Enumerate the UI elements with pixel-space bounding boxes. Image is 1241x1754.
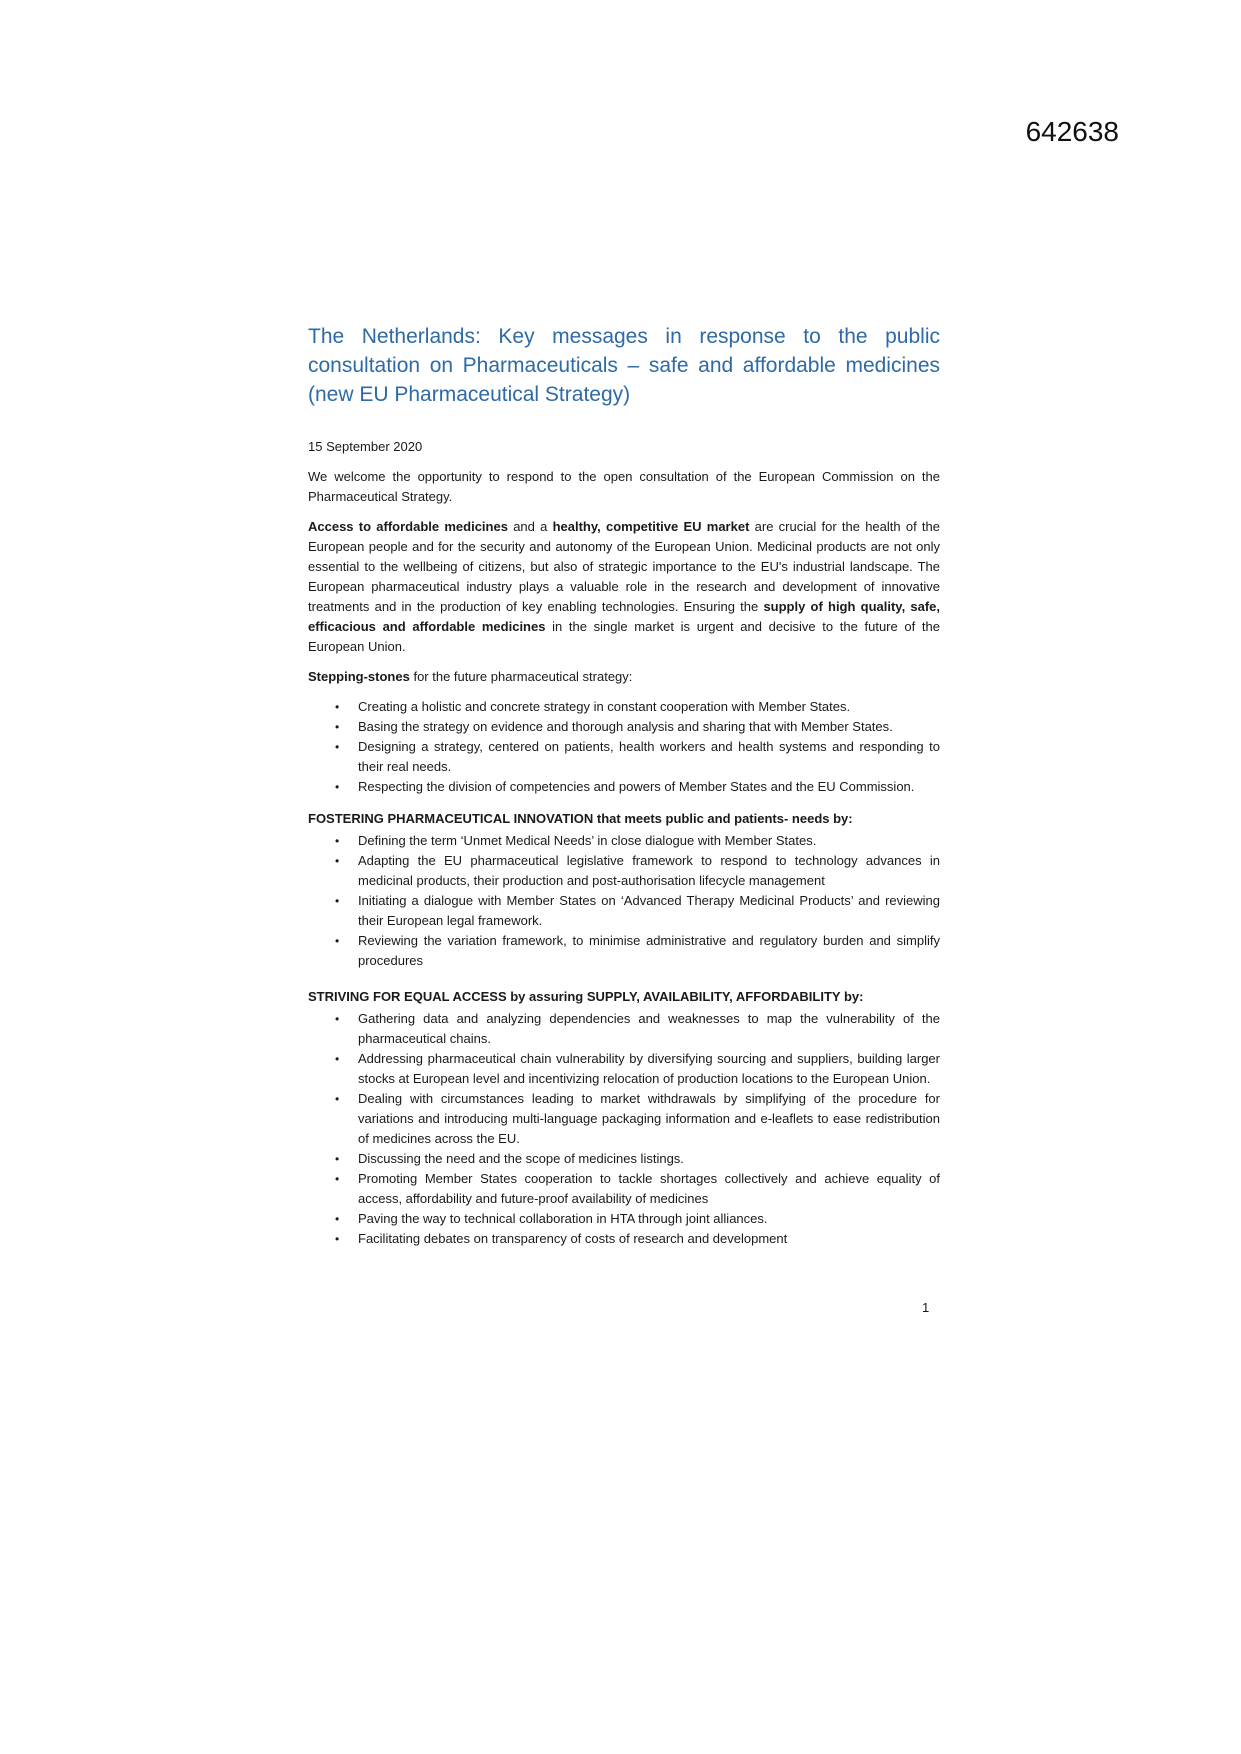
bullet-icon: • bbox=[335, 1212, 340, 1226]
list-item-text: Initiating a dialogue with Member States on ‘Advanced Therapy Medicinal Products’ and reviewing their European legal framework. bbox=[358, 893, 940, 928]
list-item-text: Creating a holistic and concrete strategy in constant cooperation with Member States. bbox=[358, 699, 851, 714]
bullet-icon: • bbox=[335, 740, 340, 754]
list-item bbox=[308, 777, 940, 797]
fostering-list bbox=[308, 831, 940, 971]
bold-phrase: supply of high quality, safe, efficacious and affordable medicines bbox=[308, 599, 941, 634]
list-item bbox=[308, 891, 940, 931]
document-title: The Netherlands: Key messages in response to the public consultation on Pharmaceuticals – safe and affordable medicines (new EU Pharmaceutical Strategy) bbox=[308, 325, 940, 406]
list-item bbox=[308, 697, 940, 717]
list-item bbox=[308, 1049, 940, 1089]
text-run: are crucial for the health of the European people and for the security and autonomy of the European Union. Medicinal products are not only essential to the wellbeing of citizens, but also of strategic importance to the EU's industrial landscape. The European pharmaceutical industry plays a valuable role in the research and development of innovative treatments and in the production of key enabling technologies. Ensuring the bbox=[308, 519, 940, 614]
list-item bbox=[308, 737, 940, 777]
access-paragraph bbox=[308, 517, 940, 657]
list-item-text: Basing the strategy on evidence and thorough analysis and sharing that with Member States. bbox=[358, 719, 893, 734]
bold-phrase: healthy, competitive EU market bbox=[552, 519, 750, 534]
bullet-icon: • bbox=[335, 834, 340, 848]
bullet-icon: • bbox=[335, 894, 340, 908]
bullet-icon: • bbox=[335, 1052, 340, 1066]
list-item-text: Respecting the division of competencies and powers of Member States and the EU Commission. bbox=[358, 779, 915, 794]
intro-paragraph: We welcome the opportunity to respond to the open consultation of the European Commission on the Pharmaceutical Strategy. bbox=[308, 469, 940, 504]
list-item bbox=[308, 851, 940, 891]
list-item-text: Addressing pharmaceutical chain vulnerability by diversifying sourcing and suppliers, building larger stocks at European level and incentivizing relocation of production locations to the European Union. bbox=[358, 1051, 940, 1086]
list-item bbox=[308, 831, 940, 851]
list-item-text: Discussing the need and the scope of medicines listings. bbox=[358, 1151, 684, 1166]
list-item bbox=[308, 931, 940, 971]
bold-phrase: Access to affordable medicines bbox=[308, 519, 508, 534]
stepping-stones-rest: for the future pharmaceutical strategy: bbox=[409, 669, 633, 684]
list-item-text: Promoting Member States cooperation to tackle shortages collectively and achieve equality of access, affordability and future-proof availability of medicines bbox=[358, 1171, 940, 1206]
list-item-text: Designing a strategy, centered on patients, health workers and health systems and responding to their real needs. bbox=[358, 739, 940, 774]
bullet-icon: • bbox=[335, 1092, 340, 1106]
document-body bbox=[308, 322, 940, 1255]
stepping-stones-label: Stepping-stones bbox=[308, 669, 410, 684]
bullet-icon: • bbox=[335, 934, 340, 948]
bullet-icon: • bbox=[335, 1172, 340, 1186]
list-item bbox=[308, 1209, 940, 1229]
bullet-icon: • bbox=[335, 1232, 340, 1246]
bullet-icon: • bbox=[335, 780, 340, 794]
list-item-text: Reviewing the variation framework, to minimise administrative and regulatory burden and simplify procedures bbox=[358, 933, 940, 968]
stepping-stones-list bbox=[308, 697, 940, 797]
list-item bbox=[308, 1089, 940, 1149]
bullet-icon: • bbox=[335, 1152, 340, 1166]
list-item bbox=[308, 1009, 940, 1049]
list-item-text: Dealing with circumstances leading to market withdrawals by simplifying of the procedure for variations and introducing multi-language packaging information and e-leaflets to ease redistribution of medicines across the EU. bbox=[358, 1091, 940, 1146]
list-item bbox=[308, 1169, 940, 1209]
page-number: 1 bbox=[922, 1300, 930, 1315]
text-run: in the single market is urgent and decisive to the future of the European Union. bbox=[308, 619, 940, 654]
document-date: 15 September 2020 bbox=[308, 439, 423, 454]
bullet-icon: • bbox=[335, 854, 340, 868]
list-item-text: Facilitating debates on transparency of costs of research and development bbox=[358, 1231, 788, 1246]
stepping-stones-heading bbox=[308, 667, 940, 687]
striving-heading: STRIVING FOR EQUAL ACCESS by assuring SUPPLY, AVAILABILITY, AFFORDABILITY by: bbox=[308, 989, 864, 1004]
list-item-text: Adapting the EU pharmaceutical legislative framework to respond to technology advances in medicinal products, their production and post-authorisation lifecycle management bbox=[358, 853, 940, 888]
list-item bbox=[308, 717, 940, 737]
bullet-icon: • bbox=[335, 700, 340, 714]
list-item-text: Paving the way to technical collaboration in HTA through joint alliances. bbox=[358, 1211, 768, 1226]
striving-list bbox=[308, 1009, 940, 1249]
document-id: 642638 bbox=[1025, 116, 1119, 147]
list-item bbox=[308, 1229, 940, 1249]
list-item-text: Defining the term ‘Unmet Medical Needs’ in close dialogue with Member States. bbox=[358, 833, 817, 848]
list-item bbox=[308, 1149, 940, 1169]
bullet-icon: • bbox=[335, 1012, 340, 1026]
text-run: and a bbox=[507, 519, 553, 534]
fostering-heading: FOSTERING PHARMACEUTICAL INNOVATION that meets public and patients- needs by: bbox=[308, 811, 853, 826]
list-item-text: Gathering data and analyzing dependencies and weaknesses to map the vulnerability of the pharmaceutical chains. bbox=[358, 1011, 940, 1046]
bullet-icon: • bbox=[335, 720, 340, 734]
